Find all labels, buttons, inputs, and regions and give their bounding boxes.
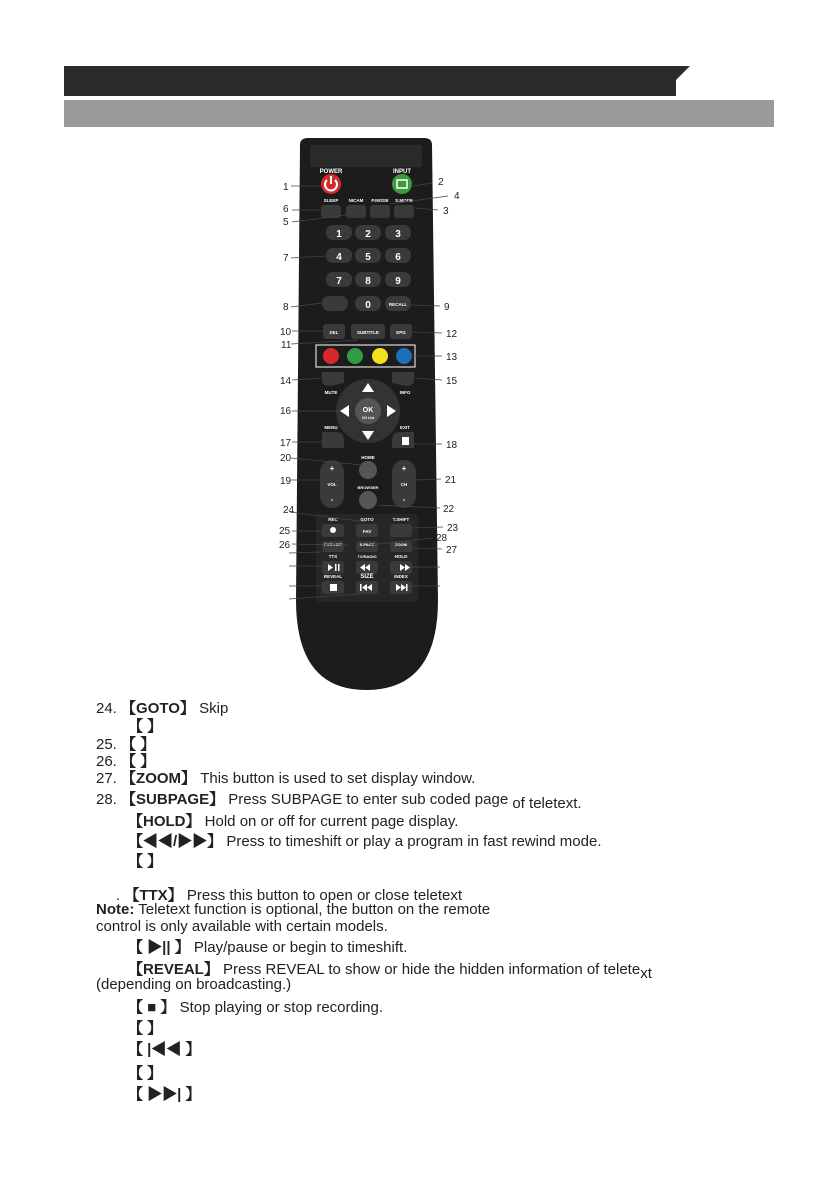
next-key: 【 ▶▶| 】 — [128, 1086, 201, 1103]
ttx-label: TTX — [328, 554, 338, 559]
subtitle-label: SUBTITLE — [357, 330, 379, 335]
num9-label: 9 — [395, 276, 401, 287]
item-25-key: 【 】 — [121, 736, 156, 753]
reveal-key: 【REVEAL】 — [128, 961, 219, 978]
del-label: DEL — [329, 330, 339, 335]
sleep-label: SLEEP — [323, 198, 339, 203]
item-25-number: 25. — [96, 736, 117, 753]
stop-key: 【 ■ 】 — [128, 999, 176, 1016]
empty-1-key: 【 】 — [128, 1020, 163, 1037]
item-play — [128, 936, 407, 957]
spage-label: S.PAGE — [359, 542, 375, 547]
callout-12: 12 — [446, 329, 458, 340]
blank-key: 【 】 — [128, 853, 163, 870]
power-label: POWER — [319, 169, 343, 175]
reveal-text-2: (depending on broadcasting.) — [96, 976, 292, 993]
reveal-label: REVEAL — [323, 574, 343, 579]
callout-22: 22 — [443, 504, 455, 515]
callout-3: 3 — [443, 206, 449, 217]
callout-14: 14 — [280, 376, 292, 387]
smode-label: S.MODE — [395, 198, 413, 203]
num3-label: 3 — [395, 229, 401, 240]
vol-minus-label: - — [330, 495, 334, 504]
callout-28: 28 — [436, 533, 448, 544]
callout-23: 23 — [447, 523, 459, 534]
callout-10: 10 — [280, 327, 292, 338]
rec-label: REC — [328, 517, 338, 522]
item-blank — [128, 850, 162, 871]
item-stop — [128, 996, 383, 1017]
item-28-key: 【SUBPAGE】 — [121, 791, 225, 808]
epg-label: EPG — [396, 330, 406, 335]
item-27-key: 【ZOOM】 — [121, 770, 197, 787]
item-27-number: 27. — [96, 770, 117, 787]
play-key: 【 ▶|| 】 — [128, 939, 190, 956]
callout-18: 18 — [446, 440, 458, 451]
reveal-text: Press REVEAL to show or hide the hidden information of telete — [223, 961, 641, 978]
nicam-label: NICAM — [348, 198, 364, 203]
num5-label: 5 — [365, 252, 371, 263]
num8-label: 8 — [365, 276, 371, 287]
num2-label: 2 — [365, 229, 371, 240]
item-27-text: This button is used to set display window. — [200, 770, 476, 787]
vol-plus-label: + — [329, 464, 335, 473]
pvrlist-label: PVR LIST — [323, 542, 343, 547]
note-line-2 — [96, 918, 388, 935]
item-rewind — [128, 830, 602, 851]
callout-24: 24 — [283, 505, 295, 516]
goto-label: GOTO — [360, 517, 374, 522]
note-text: Teletext function is optional, the button on the remote — [138, 901, 491, 918]
reveal-tail: xt — [640, 965, 652, 982]
index-label: INDEX — [394, 574, 408, 579]
tshift-label: T.SHIFT — [392, 517, 410, 522]
prev-key: 【 |◀◀ 】 — [128, 1041, 201, 1058]
callout-17: 17 — [280, 438, 292, 449]
callout-5: 5 — [283, 217, 289, 228]
item-24b-key: 【 】 — [128, 718, 163, 735]
rewind-text: Press to timeshift or play a program in fast rewind mode. — [226, 833, 602, 850]
fav-label: FAV — [362, 529, 372, 534]
item-hold — [128, 810, 458, 831]
reveal-line-2 — [96, 976, 291, 993]
callout-2: 2 — [438, 177, 444, 188]
note-text-2: control is only available with certain models. — [96, 918, 388, 935]
callout-9: 9 — [444, 302, 450, 313]
num0-label: 0 — [365, 300, 371, 311]
item-26-key: 【 】 — [121, 753, 156, 770]
ttx-text: Press this button to open or close teletext — [186, 887, 463, 904]
zoom-label: ZOOM — [395, 542, 407, 547]
item-next — [128, 1083, 201, 1104]
callout-8: 8 — [283, 302, 289, 313]
home-label: HOME — [361, 455, 375, 460]
stop-text: Stop playing or stop recording. — [179, 999, 384, 1016]
mute-label: MUTE — [324, 390, 338, 395]
callout-7: 7 — [283, 253, 289, 264]
pmode-label: P.MODE — [371, 198, 389, 203]
callout-26: 26 — [279, 540, 291, 551]
ch-plus-label: + — [401, 464, 407, 473]
callout-1: 1 — [283, 182, 289, 193]
empty-2-key: 【 】 — [128, 1065, 163, 1082]
item-empty-2 — [128, 1062, 162, 1083]
callout-6: 6 — [283, 204, 289, 215]
item-26-number: 26. — [96, 753, 117, 770]
item-24-key: 【GOTO】 — [121, 700, 195, 717]
browser-label: BROWSER — [357, 485, 379, 490]
callout-27: 27 — [446, 545, 458, 556]
ch-label: CH — [400, 482, 408, 487]
rewind-key: 【◀◀/▶▶】 — [128, 833, 223, 850]
ok-label: OK — [362, 407, 374, 414]
num1-label: 1 — [336, 229, 342, 240]
callout-16: 16 — [280, 406, 292, 417]
callout-19: 19 — [280, 476, 292, 487]
item-empty-1 — [128, 1017, 162, 1038]
item-27 — [96, 767, 475, 788]
item-28-tail: of teletext. — [512, 795, 582, 812]
callout-11: 11 — [281, 340, 292, 351]
input-label: INPUT — [393, 169, 411, 175]
callout-21: 21 — [445, 475, 457, 486]
item-24-text: Skip — [199, 700, 229, 717]
callout-20: 20 — [280, 453, 292, 464]
num6-label: 6 — [395, 252, 401, 263]
hold-label: HOLD — [394, 554, 408, 559]
note-label: Note: — [96, 901, 135, 918]
vol-label: VOL — [327, 482, 337, 487]
ttx-number: . — [116, 887, 121, 904]
item-28-text: Press SUBPAGE to enter sub coded page — [228, 791, 509, 808]
hold-key: 【HOLD】 — [128, 813, 201, 830]
callout-13: 13 — [446, 352, 458, 363]
callout-25: 25 — [279, 526, 291, 537]
size-label: SIZE — [360, 574, 374, 580]
ok-sublabel: CH List — [361, 416, 375, 420]
recall-label: RECALL — [388, 302, 408, 307]
tvradio-label: TV/RADIO — [357, 554, 377, 559]
info-label: INFO — [399, 390, 411, 395]
callout-4: 4 — [454, 191, 460, 202]
ttx-key: 【TTX】 — [124, 887, 183, 904]
item-24-number: 24. — [96, 700, 117, 717]
ch-minus-label: - — [402, 495, 406, 504]
play-text: Play/pause or begin to timeshift. — [193, 939, 408, 956]
item-28 — [96, 788, 582, 812]
num4-label: 4 — [336, 252, 342, 263]
menu-label: MENU — [324, 425, 338, 430]
exit-label: EXIT — [399, 425, 411, 430]
item-prev — [128, 1038, 201, 1059]
item-28-number: 28. — [96, 791, 117, 808]
callout-15: 15 — [446, 376, 458, 387]
hold-text: Hold on or off for current page display. — [204, 813, 459, 830]
note — [96, 901, 490, 918]
num7-label: 7 — [336, 276, 342, 287]
